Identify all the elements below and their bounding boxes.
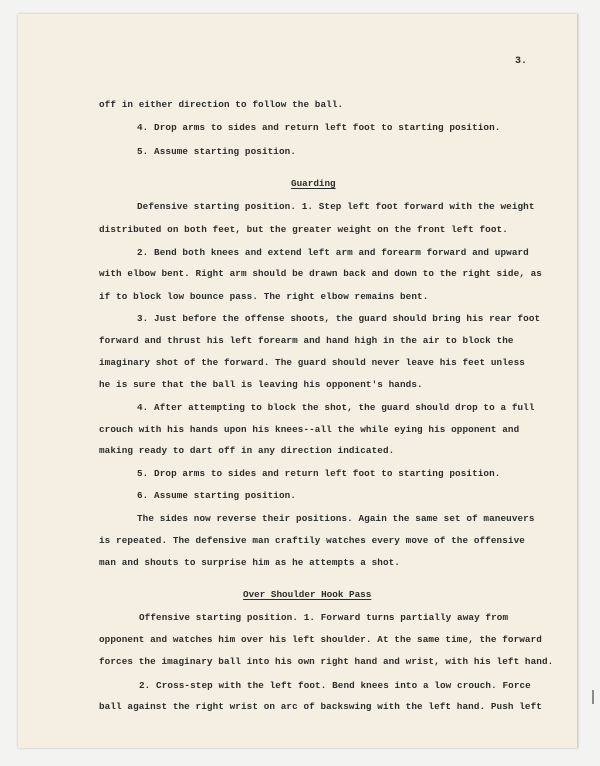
text-line: forward and thrust his left forearm and hand high in the air to block the <box>99 335 514 346</box>
section-heading-over-shoulder-hook-pass: Over Shoulder Hook Pass <box>243 589 372 600</box>
text-line: he is sure that the ball is leaving his opponent's hands. <box>99 379 423 390</box>
text-line: ball against the right wrist on arc of backswing with the left hand. Push left <box>99 701 542 712</box>
text-line: opponent and watches him over his left shoulder. At the same time, the forward <box>99 634 542 645</box>
text-line: 5. Assume starting position. <box>137 146 297 157</box>
text-line: The sides now reverse their positions. Again the same set of maneuvers <box>137 513 535 524</box>
text-line: is repeated. The defensive man craftily watches every move of the offensive <box>99 535 525 546</box>
text-line: man and shouts to surprise him as he attempts a shot. <box>99 557 400 568</box>
text-line: off in either direction to follow the ball. <box>99 99 344 110</box>
page-number: 3. <box>515 56 528 67</box>
text-line: 4. Drop arms to sides and return left foot to starting position. <box>137 122 501 133</box>
text-line: Defensive starting position. 1. Step left foot forward with the weight <box>137 201 535 212</box>
text-line: Offensive starting position. 1. Forward turns partially away from <box>139 612 509 623</box>
text-line: 2. Cross-step with the left foot. Bend knees into a low crouch. Force <box>139 680 531 691</box>
text-line: 4. After attempting to block the shot, the guard should drop to a full <box>137 402 535 413</box>
text-line: with elbow bent. Right arm should be drawn back and down to the right side, as <box>99 268 542 279</box>
text-line: making ready to dart off in any direction indicated. <box>99 445 395 456</box>
section-heading-guarding: Guarding <box>291 178 336 189</box>
text-line: forces the imaginary ball into his own right hand and wrist, with his left hand. <box>99 656 554 667</box>
text-line: 6. Assume starting position. <box>137 490 297 501</box>
text-line: distributed on both feet, but the greater weight on the front left foot. <box>99 224 508 235</box>
text-line: 3. Just before the offense shoots, the guard should bring his rear foot <box>137 313 541 324</box>
text-line: if to block low bounce pass. The right elbow remains bent. <box>99 291 429 302</box>
scan-edge-mark <box>592 690 594 704</box>
text-line: crouch with his hands upon his knees--all the while eying his opponent and <box>99 424 520 435</box>
text-line: 5. Drop arms to sides and return left foot to starting position. <box>137 468 501 479</box>
text-line: imaginary shot of the forward. The guard should never leave his feet unless <box>99 357 525 368</box>
text-line: 2. Bend both knees and extend left arm and forearm forward and upward <box>137 247 529 258</box>
